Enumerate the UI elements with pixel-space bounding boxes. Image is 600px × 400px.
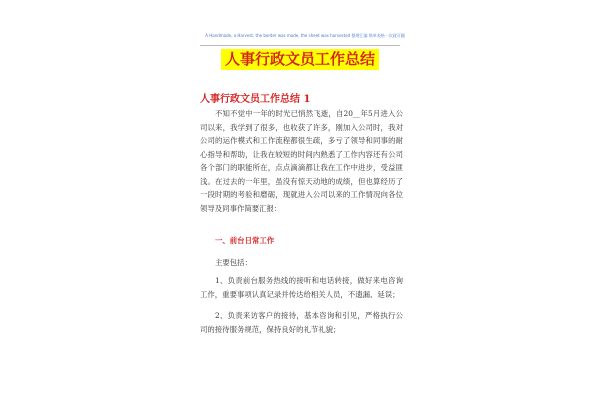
title-container: [0, 49, 600, 70]
list-item: 1、负责前台服务热线的接听和电话转接，做好来电咨询工作，重要事项认真记录并传达给相关人员，不遗漏、延误；: [200, 276, 403, 299]
intro-paragraph: 不知不觉中一年的时光已悄然飞逝，自20__年5月进入公司以来，我学到了很多，也收获了许多，刚加入公司时，我对公司的运作模式和工作流程都很生疏，多亏了领导和同事的耐心指导和帮助，让我在较短的时间内熟悉了工作内容还有公司各个部门的职能所在，点点滴滴都让我在工作中进步，受益匪浅。在过去的一年里，虽没有惊天动地的成绩，但也算经历了一段时期的考验和磨砺，现就进入公司以来的工作情况向各位领导及同事作简要汇报：: [200, 109, 403, 213]
header-divider: [200, 45, 400, 46]
document-subtitle: 人事行政文员工作总结 1: [200, 94, 311, 105]
section-heading: 一、前台日常工作: [215, 236, 275, 245]
main-label: 主要包括：: [215, 258, 252, 267]
list-item: 2、负责来访客户的接待，基本咨询和引见，严格执行公司的接待服务规范，保持良好的礼节礼貌；: [200, 311, 403, 334]
document-title: 人事行政文员工作总结: [221, 49, 379, 70]
page-header-text: A Handmade, a Harvest, the border was made, the sheet was harvested 整理汇编 简单表格一次就可翻: [205, 33, 405, 38]
